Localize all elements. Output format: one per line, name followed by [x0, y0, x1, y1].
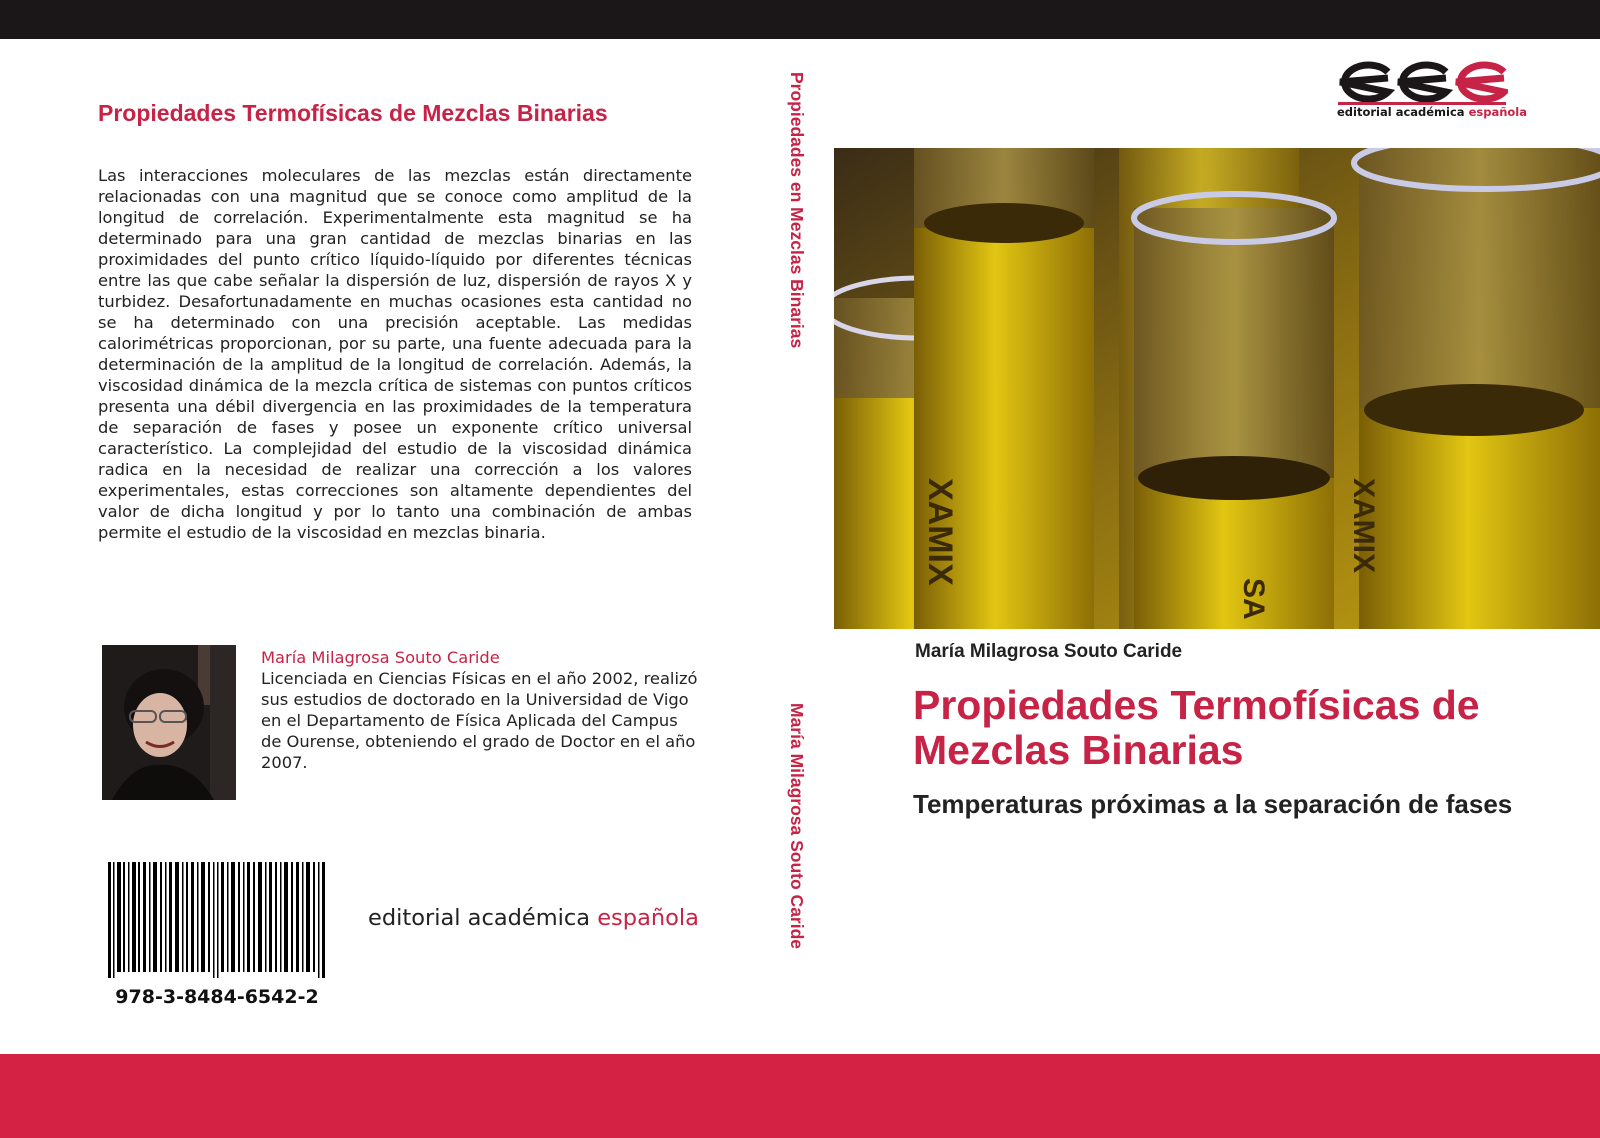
logo-text-accent: española	[1468, 105, 1528, 119]
publisher-name-main: editorial académica	[368, 905, 598, 931]
barcode	[108, 862, 326, 978]
author-bio: Licenciada en Ciencias Físicas en el año 2002, realizó sus estudios de doctorado en la Universidad de Vigo en el Departamento de Física Aplicada del Campus de Ourense, obteniendo el grado de Doctor en el año 2007.	[261, 669, 698, 772]
back-author-name: María Milagrosa Souto Caride	[261, 648, 500, 667]
front-title: Propiedades Termofísicas de Mezclas Binarias	[913, 682, 1480, 773]
author-photo	[102, 645, 236, 800]
publisher-name-accent: española	[597, 905, 699, 931]
spine-title: Propiedades en Mezclas Binarias	[787, 72, 807, 349]
front-author: María Milagrosa Souto Caride	[915, 641, 1183, 662]
tube-label-3: XAMIX	[1347, 478, 1380, 574]
tube-label-2: SA	[1237, 578, 1270, 620]
back-cover-title: Propiedades Termofísicas de Mezclas Binarias	[98, 100, 608, 126]
back-cover-blurb: Las interacciones moleculares de las mezclas están directamente relacionadas con una magnitud que se conoce como amplitud de la longitud de correlación. Experimentalmente esta magnitud se ha determinado para una gran cantidad de mezclas binarias en las proximidades del punto crítico líquido-líquido por diferentes técnicas entre las que cabe señalar la dispersión de luz, dispersión de rayos X y turbidez. Desafortunadamente en muchas ocasiones esta cantidad no se ha determinado con una precisión aceptable. Las medidas calorimétricas proporcionan, por su parte, una fuente adecuada para la determinación de la amplitud de la longitud de correlación. Además, la viscosidad dinámica de la mezcla crítica de sistemas con puntos críticos presenta una débil divergencia en las proximidades de la temperatura de separación de fases y posee un exponente crítico universal característico. La complejidad del estudio de la viscosidad dinámica radica en la necesidad de realizar una corrección a los valores experimentales, estas correcciones son altamente dependientes del valor de dicha longitud y por lo tanto una combinación de ambas permite el estudio de la viscosidad en mezclas binaria.	[98, 166, 692, 542]
publisher-name-back	[368, 905, 699, 931]
publisher-logo-text	[1337, 105, 1527, 119]
top-border	[0, 0, 1600, 39]
cover-photo	[834, 148, 1600, 629]
isbn: 978-3-8484-6542-2	[115, 986, 319, 1008]
front-subtitle: Temperaturas próximas a la separación de fases	[913, 789, 1513, 819]
spine-author: María Milagrosa Souto Caride	[787, 703, 807, 950]
bottom-border	[0, 1054, 1600, 1138]
tube-label-1: XAMIX	[921, 478, 959, 586]
logo-text-main: editorial académica	[1337, 105, 1469, 119]
